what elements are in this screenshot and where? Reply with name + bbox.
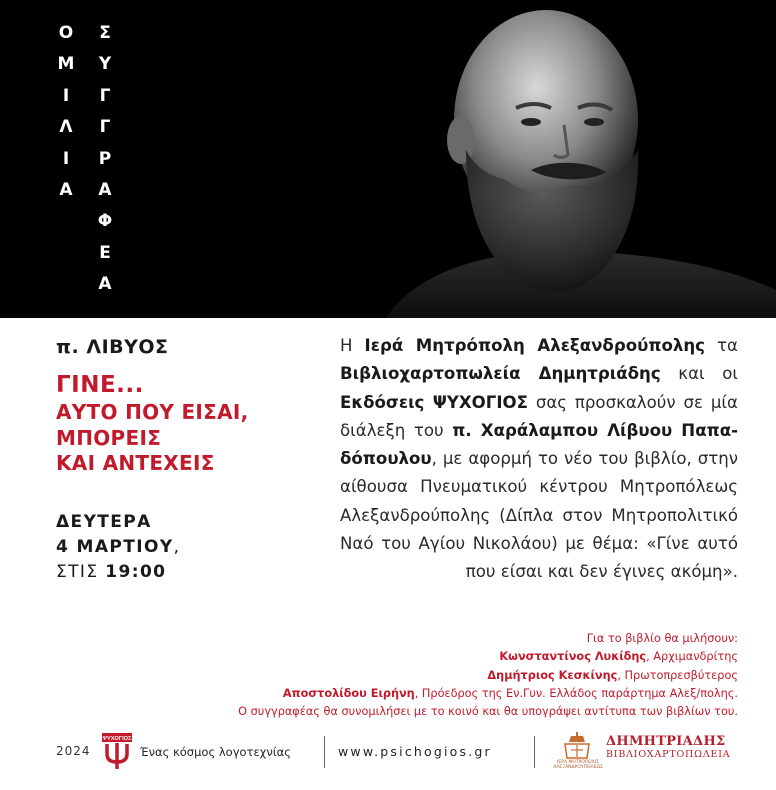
- seal-caption: ΙΕΡΑ ΜΗΤΡΟΠΟΛΙΣ ΑΛΕΞΑΝΔΡΟΥΠΟΛΕΩΣ: [553, 760, 603, 770]
- speakers-heading: Για το βιβλίο θα μιλήσουν:: [586, 632, 738, 645]
- title-line: ΑΥΤΟ ΠΟΥ ΕΙΣΑΙ,: [56, 400, 249, 424]
- logo-text: ΨΥΧΟΓΙΟΣ: [102, 736, 132, 742]
- speaker-role: , Αρχιμανδρίτης: [646, 650, 738, 664]
- footer-divider: [324, 736, 325, 768]
- psichogios-logo-icon[interactable]: [99, 732, 135, 770]
- footer: [0, 730, 776, 780]
- vertical-letter: Ο: [58, 23, 74, 43]
- author-name: π. ΛΙΒΥΟΣ: [56, 336, 169, 358]
- vertical-letter: Γ: [99, 85, 111, 106]
- vertical-letter: Α: [59, 180, 73, 201]
- desc-bold: Βιβλιοχαρτοπωλεία Δημητριάδης: [340, 364, 661, 384]
- speaker-role: , Πρόεδρος της Εν.Γυν. Ελλάδος παράρτημα Αλεξ/πολης.: [414, 686, 738, 700]
- vertical-letter: Υ: [98, 54, 112, 75]
- vertical-title-syggrafea: [95, 18, 115, 301]
- dimitriadis-brand-logo[interactable]: [606, 734, 740, 760]
- vertical-letter: Ι: [62, 85, 70, 106]
- desc-bold: Ιερά Μητρόπολη Αλεξανδρούπολης: [364, 336, 705, 355]
- event-day: ΔΕΥΤΕΡΑ: [56, 512, 152, 532]
- title-line: ΚΑΙ ΑΝΤΕΧΕΙΣ: [56, 451, 215, 475]
- time-prefix: ΣΤΙΣ: [56, 562, 106, 582]
- brand-name: ΔΗΜΗΤΡΙΑΔΗΣ: [606, 734, 726, 749]
- footer-url-link[interactable]: www.psichogios.gr: [338, 744, 492, 759]
- footer-divider: [534, 736, 535, 768]
- vertical-letter: Α: [98, 180, 112, 201]
- title-line: ΓΙΝΕ...: [56, 372, 144, 398]
- author-portrait: [356, 0, 776, 318]
- event-description: [340, 332, 738, 587]
- desc-text: Η: [340, 336, 365, 355]
- event-datetime: [56, 510, 180, 585]
- desc-bold: Εκδόσεις ΨΥΧΟΓΙΟΣ: [340, 392, 528, 412]
- speaker-line: [238, 667, 738, 685]
- event-title: [56, 370, 249, 477]
- event-time: 19:00: [105, 562, 167, 582]
- speakers-closing: Ο συγγραφέας θα συνομιλήσει με το κοινό και θα υπογράψει αντίτυπα των βιβλίων του.: [238, 705, 738, 719]
- vertical-letter: Σ: [99, 23, 111, 43]
- vertical-title-omilia: [56, 18, 76, 206]
- speaker-line: [238, 685, 738, 703]
- vertical-letter: Λ: [59, 117, 73, 138]
- desc-text: και οι: [660, 364, 738, 384]
- hero-banner: [0, 0, 776, 318]
- speaker-role: , Πρωτοπρεσβύτερος: [617, 668, 738, 682]
- desc-text: σας προσκαλούν σε μία διάλεξη του: [340, 392, 738, 440]
- desc-text: , με αφορμή το νέο του βιβλίο, στην αίθουσα Πνευματικού κέντρου Μητροπόλεως Αλεξανδρούπολης (Δίπλα στον Μητροπολιτικό Ναό του Αγίου Νικολάου) με θέμα: «Γίνε αυτό που είσαι και δεν έγινες ακόμη».: [340, 449, 738, 582]
- speaker-name: Αποστολίδου Ειρήνη: [282, 686, 415, 700]
- footer-year: 2024: [56, 744, 91, 758]
- footer-slogan: Ένας κόσμος λογοτεχνίας: [140, 745, 291, 759]
- desc-text: τα: [705, 336, 738, 355]
- vertical-letter: Φ: [97, 211, 113, 232]
- date-comma: ,: [173, 537, 181, 557]
- title-line: ΜΠΟΡΕΙΣ: [56, 425, 162, 450]
- vertical-letter: Α: [98, 274, 112, 295]
- vertical-letter: Ρ: [98, 148, 112, 169]
- vertical-letter: Ε: [99, 242, 111, 263]
- vertical-letter: Μ: [57, 54, 75, 75]
- speaker-name: Δημήτριος Κεσκίνης: [487, 668, 618, 682]
- vertical-letter: Γ: [99, 117, 111, 138]
- vertical-letter: Ι: [62, 148, 70, 169]
- event-date: 4 ΜΑΡΤΙΟΥ: [56, 537, 174, 557]
- brand-subtitle: ΒΙΒΛΙΟΧΑΡΤΟΠΩΛΕΙΑ: [606, 749, 731, 760]
- speakers-block: [238, 630, 738, 721]
- speaker-name: Κωνσταντίνος Λυκίδης: [499, 650, 647, 664]
- speaker-line: [238, 648, 738, 666]
- desc-bold: π. Χαράλαμπου Λίβυου Παπαδόπουλου: [340, 420, 739, 469]
